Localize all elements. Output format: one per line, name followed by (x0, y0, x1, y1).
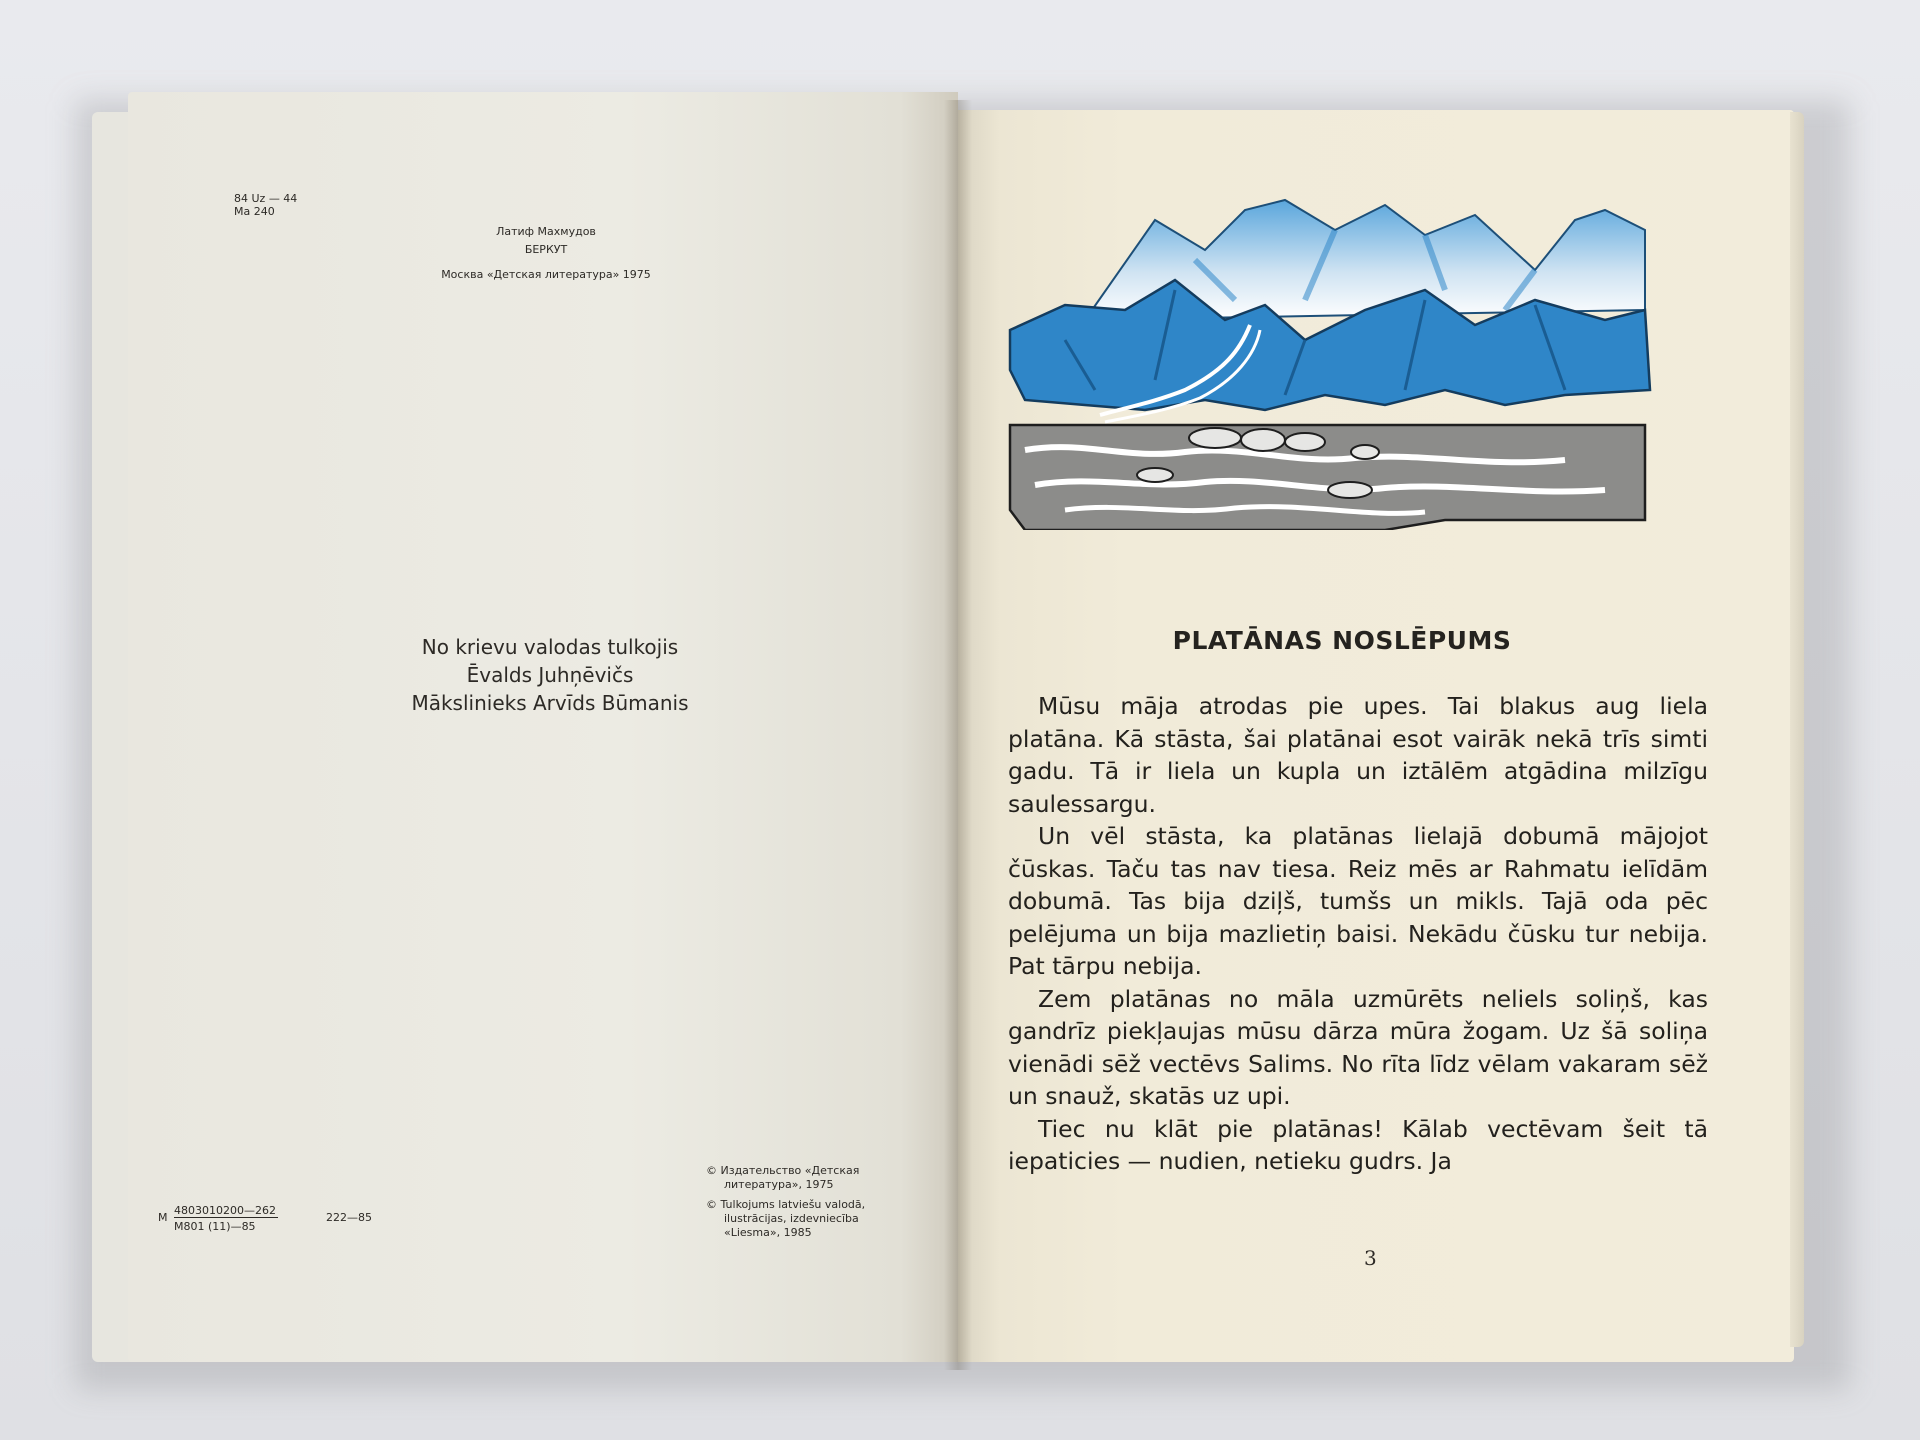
code-fraction-line (174, 1217, 278, 1218)
book-spine (944, 100, 972, 1370)
story-body (1008, 690, 1708, 1178)
copyright2-line3: «Liesma», 1985 (724, 1226, 812, 1239)
page-number: 3 (1364, 1246, 1377, 1270)
copyright1-line1: © Издательство «Детская (706, 1164, 860, 1177)
paragraph-3: Zem platānas no māla uzmūrēts neliels soliņš, kas gandrīz piekļaujas mūsu dārza mūra žogam. Uz šā soliņa vienādi sēž vectēvs Salims. No rīta līdz vēlam vakaram sēž un snauž, skatās uz upi. (1008, 984, 1708, 1110)
paragraph-1: Mūsu māja atrodas pie upes. Tai blakus aug liela platāna. Kā stāsta, šai platānai esot vairāk nekā trīs simti gadu. Tā ir liela un kupla un iztālēm atgādina milzīgu saulessargu. (1008, 692, 1708, 818)
code-prefix: М (158, 1211, 168, 1224)
original-author: Латиф Махмудов (496, 225, 596, 238)
left-page (128, 92, 958, 1362)
page-stack-edge (1790, 112, 1804, 1347)
credits-block (400, 633, 700, 717)
copyright2-line2: ilustrācijas, izdevniecība (724, 1212, 859, 1225)
paragraph-2: Un vēl stāsta, ka platānas lielajā dobumā mājojot čūskas. Taču tas nav tiesa. Reiz mēs ar Rahmatu ielīdām dobumā. Tas bija dziļš, tumšs un mikls. Tajā oda pēc pelējuma un bija mazlietiņ baisi. Nekādu čūsku tur nebija. Pat tārpu nebija. (1008, 822, 1708, 980)
story-title: PLATĀNAS NOSLĒPUMS (1172, 626, 1512, 655)
code-denominator: М801 (11)—85 (174, 1220, 256, 1233)
translator-line: No krievu valodas tulkojis (421, 635, 679, 659)
translator-name: Ēvalds Juhņēvičs (466, 663, 634, 687)
code-numerator: 4803010200—262 (174, 1204, 276, 1217)
paragraph-4: Tiec nu klāt pie platānas! Kālab vectēvam šeit tā iepaticies — nudien, netieku gudrs. Ja (1008, 1114, 1708, 1175)
original-title: БЕРКУТ (524, 243, 568, 256)
copyright1-line2: литература», 1975 (724, 1178, 834, 1191)
original-publication: Москва «Детская литература» 1975 (441, 268, 651, 281)
copyright2-line1: © Tulkojums latviešu valodā, (706, 1198, 866, 1211)
artist-line: Mākslinieks Arvīds Būmanis (411, 691, 689, 715)
code-suffix: 222—85 (326, 1211, 372, 1224)
mountain-river-illustration (1005, 190, 1655, 530)
catalog-code-line2: Ma 240 (234, 205, 275, 218)
catalog-code-line1: 84 Uz — 44 (234, 192, 298, 205)
